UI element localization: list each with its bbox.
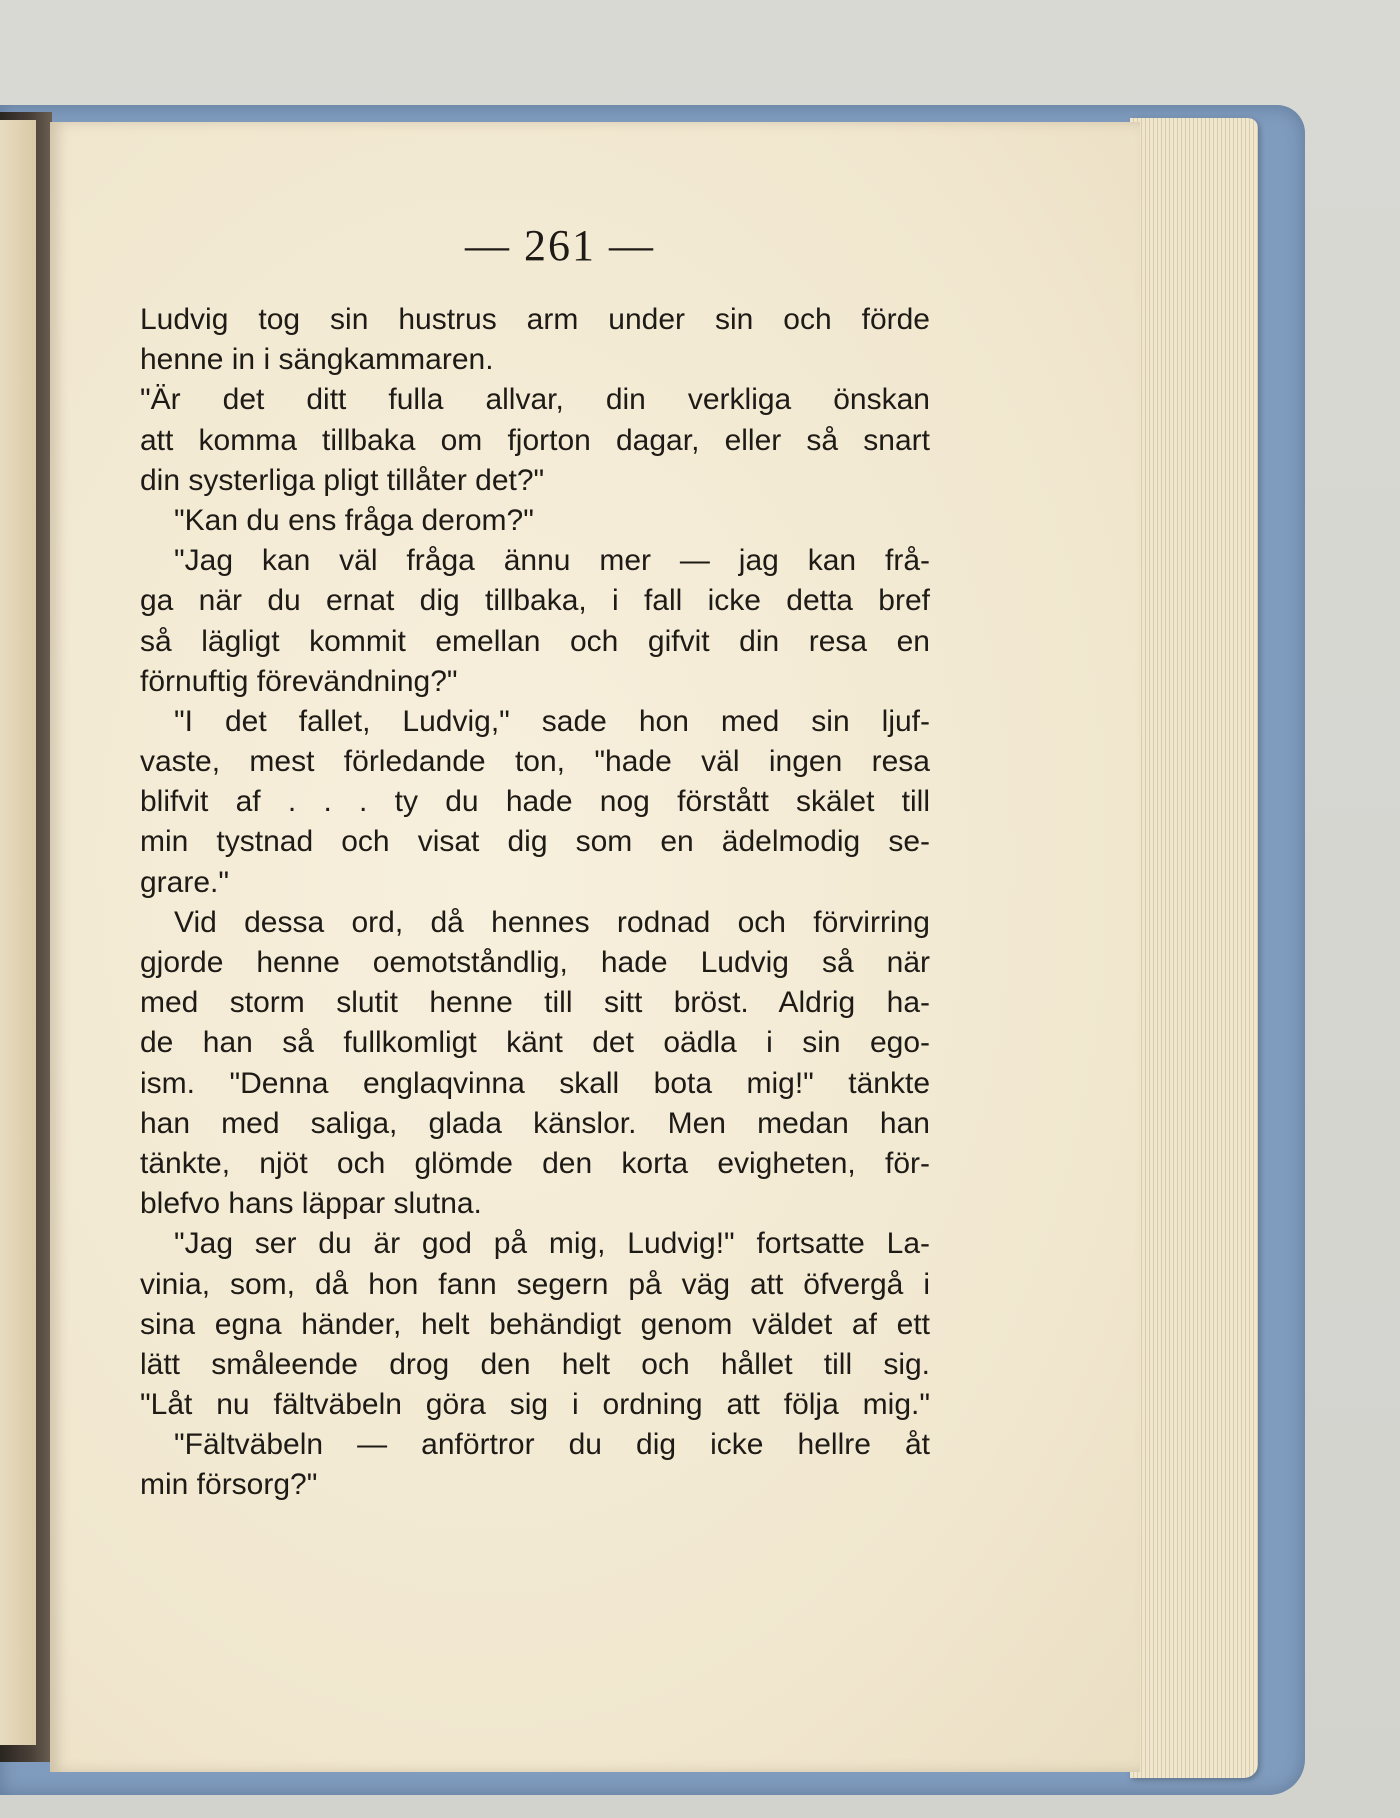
text-line: ism. "Denna englaqvinna skall bota mig!" tänkte bbox=[140, 1066, 930, 1100]
text-line: tänkte, njöt och glömde den korta evigheten, för- bbox=[140, 1146, 930, 1180]
text-line: din systerliga pligt tillåter det?" bbox=[140, 463, 545, 497]
text-line: så lägligt kommit emellan och gifvit din resa en bbox=[140, 624, 930, 658]
text-line: "Jag ser du är god på mig, Ludvig!" fortsatte La- bbox=[174, 1227, 930, 1261]
text-line: blefvo hans läppar slutna. bbox=[140, 1187, 482, 1221]
text-line: blifvit af . . . ty du hade nog förstått skälet till bbox=[140, 785, 930, 819]
text-line: med storm slutit henne till sitt bröst. Aldrig ha- bbox=[140, 986, 930, 1020]
text-line: "Är det ditt fulla allvar, din verkliga önskan bbox=[140, 383, 930, 417]
text-line: "Kan du ens fråga derom?" bbox=[174, 503, 534, 537]
text-line: "I det fallet, Ludvig," sade hon med sin ljuf- bbox=[174, 704, 930, 738]
text-line: de han så fullkomligt känt det oädla i sin ego- bbox=[140, 1026, 930, 1060]
text-line: min försorg?" bbox=[140, 1468, 318, 1502]
text-line: förnuftig förevändning?" bbox=[140, 664, 458, 698]
text-line: henne in i sängkammaren. bbox=[140, 343, 494, 377]
text-line: Vid dessa ord, då hennes rodnad och förvirring bbox=[174, 905, 930, 939]
text-line: ga när du ernat dig tillbaka, i fall icke detta bref bbox=[140, 584, 930, 618]
text-line: lätt småleende drog den helt och hållet till sig. bbox=[140, 1347, 930, 1381]
text-line: sina egna händer, helt behändigt genom väldet af ett bbox=[140, 1307, 930, 1341]
text-line: han med saliga, glada känslor. Men medan han bbox=[140, 1106, 930, 1140]
text-line: "Fältväbeln — anförtror du dig icke hellre åt bbox=[174, 1428, 930, 1462]
text-line: min tystnad och visat dig som en ädelmodig se- bbox=[140, 825, 930, 859]
text-line: Ludvig tog sin hustrus arm under sin och förde bbox=[140, 303, 930, 336]
text-line: "Jag kan väl fråga ännu mer — jag kan frå- bbox=[174, 544, 930, 578]
text-line: gjorde henne oemotståndlig, hade Ludvig så när bbox=[140, 946, 930, 979]
text-line: att komma tillbaka om fjorton dagar, eller så snart bbox=[140, 423, 930, 457]
text-line: grare." bbox=[140, 865, 230, 899]
text-line: vaste, mest förledande ton, "hade väl ingen resa bbox=[140, 745, 930, 779]
page-block-edges bbox=[1130, 118, 1258, 1778]
text-line: "Låt nu fältväbeln göra sig i ordning att följa mig." bbox=[140, 1388, 930, 1422]
page-text bbox=[140, 300, 930, 1506]
text-line: vinia, som, då hon fann segern på väg att öfvergå i bbox=[140, 1267, 930, 1301]
left-page-edge bbox=[0, 120, 36, 1745]
page-number: — 261 — bbox=[465, 221, 655, 270]
